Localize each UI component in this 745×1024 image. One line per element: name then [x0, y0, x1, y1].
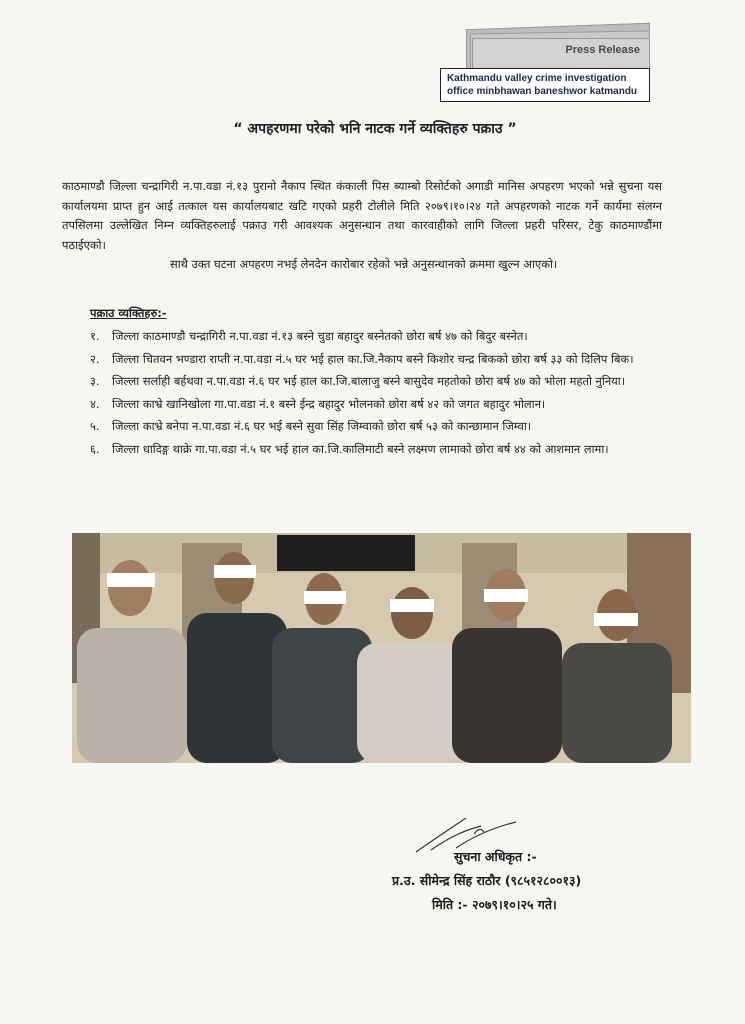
list-item-text: जिल्ला चितवन भण्डारा राप्ती न.पा.वडा नं.५ घर भई हाल का.जि.नैकाप बस्ने किशोर चन्द्र बिकको छोरा बर्ष ३३ को दिलिप बिक। [112, 351, 634, 366]
arrested-list-item [90, 350, 670, 370]
list-item-text: जिल्ला धादिङ्ग थाक्रे गा.पा.वडा नं.५ घर भई हाल का.जि.कालिमाटी बस्ने लक्ष्मण लामाको छोरा बर्ष ४४ को आशमान लामा। [112, 441, 609, 456]
press-release-label: Press Release [565, 44, 640, 56]
group-photo-illustration [72, 533, 691, 763]
group-photo [72, 533, 691, 763]
arrested-heading: पक्राउ व्यक्तिहरु:- [90, 306, 167, 320]
arrested-list-item [90, 395, 670, 415]
list-item-number: १. [90, 329, 100, 343]
arrested-list-item [90, 372, 670, 392]
signoff-date: मिति :- २०७९।१०।२५ गते। [432, 897, 557, 912]
signoff-name: प्र.उ. सीमेन्द्र सिंह राठौर (९८५१२८००१३) [392, 873, 582, 888]
arrested-list-item [90, 440, 670, 460]
body-text [62, 177, 662, 275]
list-item-text: जिल्ला काठमाण्डौ चन्द्रागिरी न.पा.वडा नं.१३ बस्ने चुडा बहादुर बस्नेतको छोरा बर्ष ४७ को बिदुर बस्नेत। [112, 329, 528, 343]
list-item-number: २. [90, 351, 100, 366]
list-item-text: जिल्ला काभ्रे बनेपा न.पा.वडा नं.६ घर भई बस्ने सुवा सिंह जिम्वाको छोरा बर्ष ५३ को कान्छामान जिम्वा। [112, 419, 532, 434]
list-item-number: ५. [90, 419, 100, 434]
headline: “ अपहरणमा परेको भनि नाटक गर्ने व्यक्तिहरु पक्राउ ” [233, 121, 517, 137]
arrested-list-item [90, 327, 670, 347]
list-item-number: ६. [90, 441, 100, 456]
signoff-title: सुचना अधिकृत :- [454, 849, 537, 864]
list-item-number: ४. [90, 396, 100, 411]
office-line-2: office minbhawan baneshwor katmandu [447, 86, 638, 97]
arrested-list-item [90, 417, 670, 437]
office-line-1: Kathmandu valley crime investigation [447, 73, 627, 84]
body-followup: साथै उक्त घटना अपहरण नभई लेनदेन कारोबार रहेको भन्ने अनुसन्धानको क्रममा खुल्न आएको। [170, 257, 558, 272]
body-paragraph: काठमाण्डौ जिल्ला चन्द्रागिरी न.पा.वडा नं.१३ पुरानो नैकाप स्थित कंकाली पिस ब्याम्बो रिसोर्टको अगाडी मानिस अपहरण भएको भन्ने सुचना यस कार्यालयमा प्राप्त हुन आई तत्काल यस कार्यालयबाट खटि गएको प्रहरी टोलीले मिति २०७९।१०।२४ गते अपहरणको नाटक गर्ने कार्यमा संलग्न तपसिलमा उल्लेखित निम्न व्यक्तिहरुलाई पक्राउ गरी आवश्यक अनुसन्धान तथा कारवाहीको लागि जिल्ला प्रहरी परिसर, टेकु काठमाण्डौंमा पठाईएको। [62, 179, 662, 252]
list-item-number: ३. [90, 374, 100, 389]
list-item-text: जिल्ला काभ्रे खानिखोला गा.पा.वडा नं.१ बस्ने ईन्द्र बहादुर भोलनको छोरा बर्ष ४२ को जगत बहादुर भोलान। [112, 396, 546, 411]
arrested-list [90, 327, 670, 463]
issuing-office-box [440, 68, 650, 102]
list-item-text: जिल्ला सर्लाही बर्हथवा न.पा.वडा नं.६ घर भई हाल का.जि.बालाजु बस्ने बासुदेव महतोको छोरा बर्ष ४७ को भोला महतो नुनिया। [112, 374, 626, 389]
